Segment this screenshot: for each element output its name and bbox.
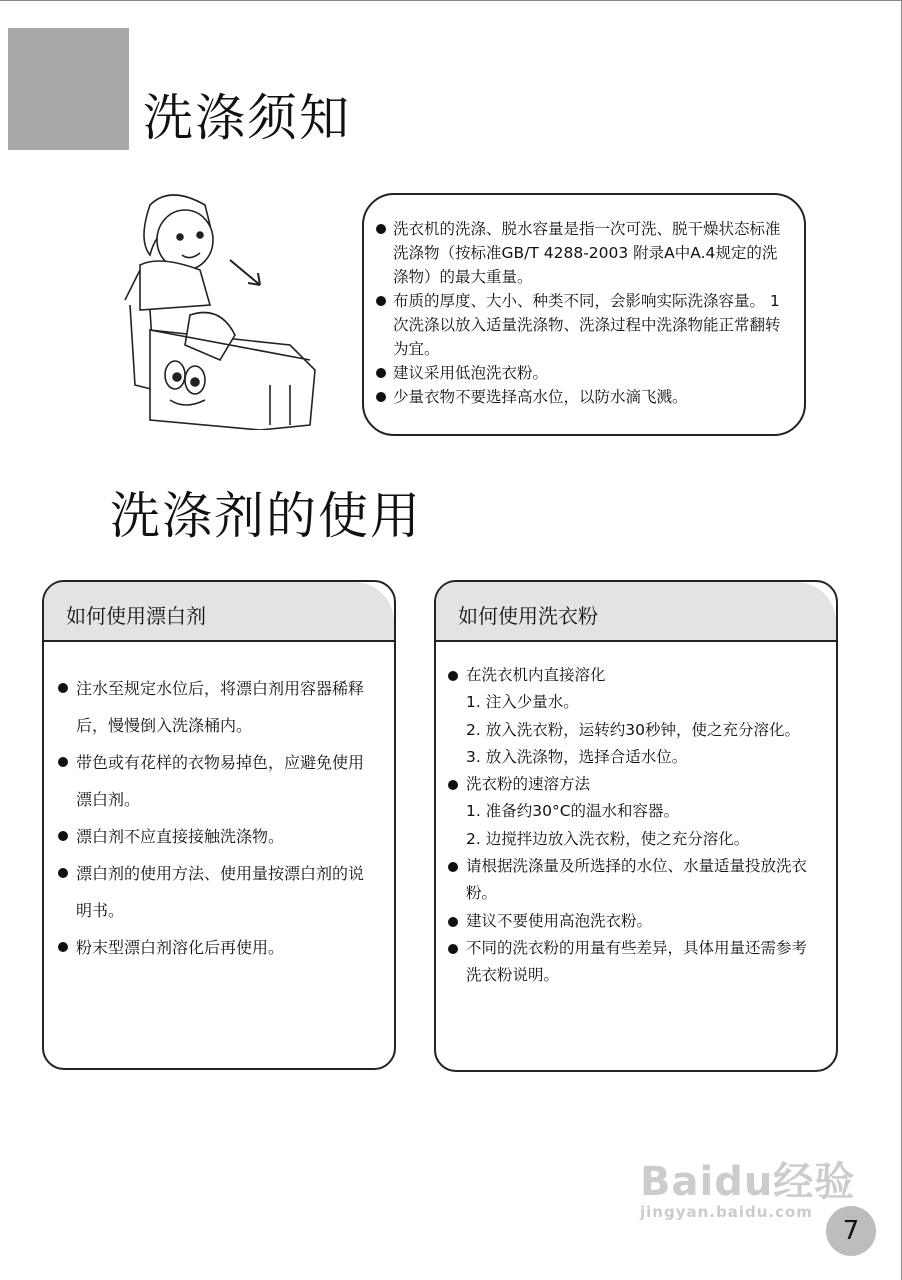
page-number: 7 (826, 1206, 876, 1256)
bleach-item (58, 818, 378, 855)
note-item (376, 289, 786, 361)
bullet-icon (448, 917, 458, 927)
bleach-item (58, 855, 378, 929)
bleach-item (58, 670, 378, 744)
bleach-header: 如何使用漂白剂 (44, 582, 394, 642)
note-text: 少量衣物不要选择高水位，以防水滴飞溅。 (393, 388, 688, 406)
bullet-icon (376, 368, 386, 378)
powder-item-text: 洗衣粉的速溶方法 (466, 775, 591, 794)
notes-box (362, 193, 806, 436)
bleach-panel (42, 580, 396, 1070)
section-title: 洗涤剂的使用 (110, 487, 422, 545)
bullet-icon (58, 683, 68, 693)
powder-step: 2. 放入洗衣粉，运转约30秒钟，使之充分溶化。 (466, 720, 800, 739)
bullet-icon (448, 780, 458, 790)
bleach-item-text: 漂白剂的使用方法、使用量按漂白剂的说明书。 (76, 864, 365, 920)
bleach-item-text: 漂白剂不应直接接触洗涤物。 (76, 827, 285, 846)
note-text: 布质的厚度、大小、种类不同，会影响实际洗涤容量。 1次洗涤以放入适量洗涤物、洗涤过程中洗涤物能正常翻转为宜。 (393, 292, 781, 358)
powder-step: 2. 边搅拌边放入洗衣粉，使之充分溶化。 (466, 829, 750, 848)
powder-item-text: 建议不要使用高泡洗衣粉。 (466, 911, 653, 930)
bullet-icon (58, 942, 68, 952)
bleach-item (58, 744, 378, 818)
note-item (376, 217, 786, 289)
note-item (376, 385, 786, 409)
bullet-icon (376, 392, 386, 402)
bullet-icon (376, 296, 386, 306)
watermark-url: jingyan.baidu.com (640, 1203, 813, 1221)
bleach-item (58, 929, 378, 966)
bullet-icon (58, 831, 68, 841)
note-text: 建议采用低泡洗衣粉。 (393, 364, 549, 382)
powder-item-text: 不同的洗衣粉的用量有些差异，具体用量还需参考洗衣粉说明。 (466, 938, 808, 985)
powder-item-text: 在洗衣机内直接溶化 (466, 666, 606, 684)
powder-item (448, 908, 820, 935)
bullet-icon (58, 868, 68, 878)
baidu-watermark (640, 1150, 855, 1221)
powder-item (448, 935, 820, 990)
bullet-icon (376, 224, 386, 234)
powder-step: 1. 准备约30°C的温水和容器。 (466, 802, 680, 821)
bullet-icon (58, 757, 68, 767)
section-marker (8, 28, 129, 150)
powder-header: 如何使用洗衣粉 (436, 582, 836, 642)
powder-step: 1. 注入少量水。 (466, 693, 579, 712)
bleach-item-text: 带色或有花样的衣物易掉色，应避免使用漂白剂。 (76, 753, 365, 809)
note-item (376, 361, 786, 385)
bullet-icon (448, 862, 458, 872)
powder-item (448, 662, 820, 689)
powder-panel (434, 580, 838, 1072)
page-title: 洗涤须知 (143, 89, 351, 147)
note-text: 洗衣机的洗涤、脱水容量是指一次可洗、脱干燥状态标准洗涤物（按标准GB/T 4288-2003 附录A中A.4规定的洗涤物）的最大重量。 (393, 220, 781, 286)
powder-item (448, 771, 820, 798)
bleach-item-text: 注水至规定水位后，将漂白剂用容器稀释后，慢慢倒入洗涤桶内。 (76, 679, 365, 735)
bullet-icon (448, 671, 458, 681)
powder-step: 3. 放入洗涤物，选择合适水位。 (466, 747, 688, 766)
woman-washing-illustration (110, 185, 330, 430)
powder-item-text: 请根据洗涤量及所选择的水位、水量适量投放洗衣粉。 (466, 857, 808, 903)
bullet-icon (448, 944, 458, 954)
powder-item (448, 853, 820, 908)
watermark-brand: Baidu经验 (640, 1159, 856, 1205)
bleach-item-text: 粉末型漂白剂溶化后再使用。 (76, 938, 285, 957)
